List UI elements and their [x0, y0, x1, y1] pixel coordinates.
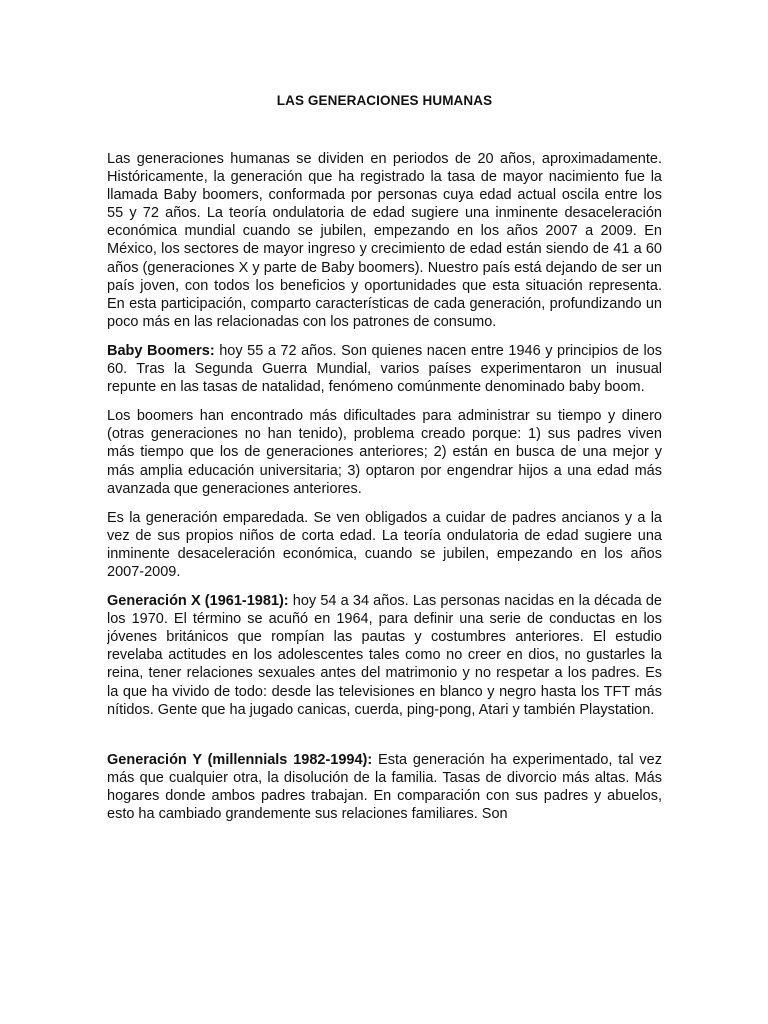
boomers-difficulties-paragraph: Los boomers han encontrado más dificultades para administrar su tiempo y dinero (otras generaciones no han tenido), problema creado porque: 1) sus padres viven más tiempo que los de generaciones anteriores; 2) están en busca de una mejor y más amplia educación universitaria; 3) optaron por engendrar hijos a una edad más avanzada que generaciones anteriores. — [107, 408, 662, 497]
generation-x-text: hoy 54 a 34 años. Las personas nacidas en la década de los 1970. El término se acuñó en 1964, para definir una serie de conductas en los jóvenes británicos que rompían las pautas y costumbres anteriores. El estudio revelaba actitudes en los adolescentes tales como no creer en dios, no gustarles la reina, tener relaciones sexuales antes del matrimonio y no respetar a los padres. Es la que ha vivido de todo: desde las televisiones en blanco y negro hasta los TFT más nítidos. Gente que ha jugado canicas, cuerda, ping-pong, Atari y también Playstation. — [107, 593, 662, 718]
generation-y-term: Generación Y (millennials 1982-1994): — [107, 751, 373, 768]
baby-boomers-text: hoy 55 a 72 años. Son quienes nacen entre 1946 y principios de los 60. Tras la Segunda Guerra Mundial, varios países experimentaron un inusual repunte en las tasas de natalidad, fenómeno comúnmente denominado baby boom. — [107, 342, 662, 396]
generation-y-text: Esta generación ha experimentado, tal vez más que cualquier otra, la disolución de la familia. Tasas de divorcio más altas. Más hogares donde ambos padres trabajan. En comparación con sus padres y abuelos, esto ha cambiado grandemente sus relaciones familiares. Son — [107, 751, 662, 822]
generation-x-term: Generación X (1961-1981): — [107, 593, 289, 610]
baby-boomers-term: Baby Boomers: — [107, 342, 215, 359]
document-title: LAS GENERACIONES HUMANAS — [276, 93, 493, 108]
document-page — [107, 0, 662, 1024]
generation-y-paragraph — [107, 751, 662, 823]
generation-x-paragraph — [107, 592, 662, 719]
baby-boomers-paragraph — [107, 342, 662, 396]
intro-paragraph: Las generaciones humanas se dividen en periodos de 20 años, aproximadamente. Históricamente, la generación que ha registrado la tasa de mayor nacimiento fue la llamada Baby boomers, conformada por personas cuya edad actual oscila entre los 55 y 72 años. La teoría ondulatoria de edad sugiere una inminente desaceleración económica mundial cuando se jubilen, empezando en los años 2007 a 2009. En México, los sectores de mayor ingreso y crecimiento de edad están siendo de 41 a 60 años (generaciones X y parte de Baby boomers). Nuestro país está dejando de ser un país joven, con todos los beneficios y oportunidades que esta situación representa. En esta participación, comparto características de cada generación, profundizando un poco más en las relacionadas con los patrones de consumo. — [107, 151, 662, 330]
sandwich-generation-paragraph: Es la generación emparedada. Se ven obligados a cuidar de padres ancianos y a la vez de sus propios niños de corta edad. La teoría ondulatoria de edad sugiere una inminente desaceleración económica, cuando se jubilen, empezando en los años 2007-2009. — [107, 509, 662, 580]
